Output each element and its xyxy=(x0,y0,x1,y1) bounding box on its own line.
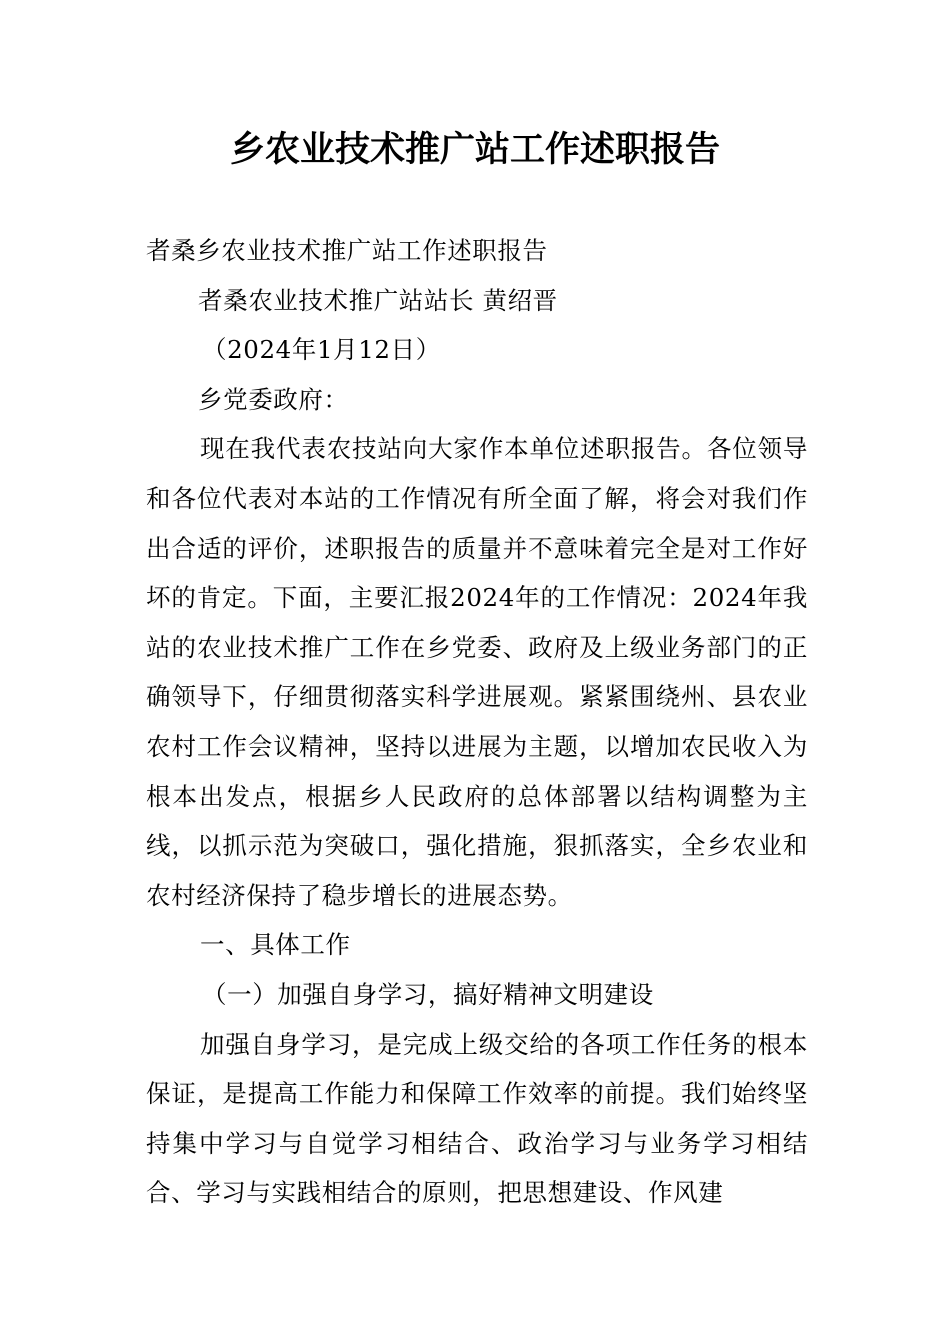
document-body xyxy=(146,226,808,1218)
paragraph-1: 现在我代表农技站向大家作本单位述职报告。各位领导和各位代表对本站的工作情况有所全面了解，将会对我们作出合适的评价，述职报告的质量并不意味着完全是对工作好坏的肯定。下面，主要汇报2024年的工作情况：2024年我站的农业技术推广工作在乡党委、政府及上级业务部门的正确领导下，仔细贯彻落实科学进展观。紧紧围绕州、县农业农村工作会议精神，坚持以进展为主题，以增加农民收入为根本出发点，根据乡人民政府的总体部署以结构调整为主线，以抓示范为突破口，强化措施，狠抓落实，全乡农业和农村经济保持了稳步增长的进展态势。 xyxy=(146,434,808,910)
subsection-heading: （一）加强自身学习，搞好精神文明建设 xyxy=(202,979,654,1009)
date-line: （2024年1月12日） xyxy=(202,335,441,365)
salutation: 乡党委政府： xyxy=(198,384,349,414)
author-line: 者桑农业技术推广站站长 黄绍晋 xyxy=(198,285,558,315)
document-subtitle: 者桑乡农业技术推广站工作述职报告 xyxy=(146,236,548,265)
paragraph-2: 加强自身学习，是完成上级交给的各项工作任务的根本保证，是提高工作能力和保障工作效率的前提。我们始终坚持集中学习与自觉学习相结合、政治学习与业务学习相结合、学习与实践相结合的原则，把思想建设、作风建 xyxy=(146,1029,808,1208)
document-title: 乡农业技术推广站工作述职报告 xyxy=(229,130,720,170)
section-heading: 一、具体工作 xyxy=(200,930,351,960)
